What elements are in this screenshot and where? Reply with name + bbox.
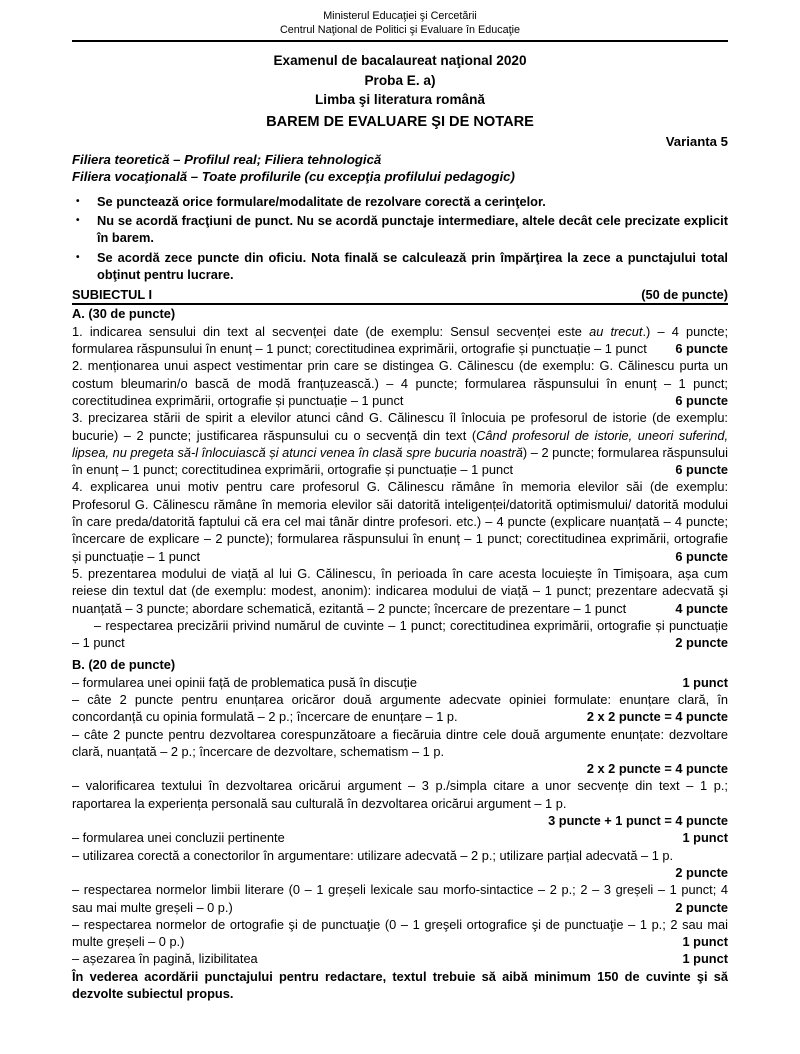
rubric-item (72, 726, 728, 761)
score-value: 4 puncte (675, 600, 728, 616)
barem-title: BAREM DE EVALUARE ŞI DE NOTARE (266, 113, 534, 130)
filiera-line-1: Filiera teoretică – Profilul real; Filiera tehnologică (72, 151, 382, 167)
score-value: 2 x 2 puncte = 4 puncte (586, 709, 728, 725)
subject1-heading (72, 286, 728, 305)
rubric-item-text: – așezarea în pagină, lizibilitatea (72, 951, 258, 967)
rule-item-1 (72, 193, 728, 210)
score-value: 1 punct (682, 830, 728, 846)
variant-label: Varianta 5 (665, 133, 728, 149)
rubric-item-text: – formularea unei concluzii pertinente (72, 830, 285, 846)
filiera-block (72, 151, 728, 186)
rubric-item (72, 916, 728, 951)
score-value-line: 3 puncte + 1 punct = 4 puncte (548, 813, 728, 829)
rubric-item (72, 409, 728, 478)
title-block (72, 51, 728, 133)
rubric-item-text: 3. precizarea stării de spirit a elevilor atunci când G. Călinescu îl înlocuia pe profesorul de istorie (de exemplu: bucurie) – 2 puncte; justificarea răspunsului cu o secvență din text ( (72, 410, 728, 443)
rubric-item (72, 950, 728, 967)
section-title: A. (30 de puncte) (72, 306, 176, 322)
bullet-icon: • (76, 251, 80, 263)
score-value: 6 puncte (675, 462, 728, 478)
rubric-item-text: – respectarea normelor limbii literare (0 – 1 greșeli lexicale sau morfo-sintactice – 2 p.; 2 – 3 greșeli – 1 punct; 4 sau mai multe greșeli – 0 p.) (72, 882, 728, 915)
subject1-points: (50 de puncte) (641, 287, 728, 303)
ministry-line2: Centrul Naţional de Politici şi Evaluare în Educaţie (279, 23, 521, 36)
rubric-item-text: 4. explicarea unui motiv pentru care profesorul G. Călinescu rămâne în memoria elevilor săi (de exemplu: Profesorul G. Călinescu rămâne în memoria elevilor săi datorită inteligenței/datorită optimismului/ datorită modului în care preda/datorită faptului că era cel mai tânăr dintre profesori. etc.) – 4 puncte (explicare nuanțată – 4 puncte; încercare de explicare – 2 puncte); formularea răspunsului în enunț – 1 punct; corectitudinea exprimării, ortografie și punctuație – 1 punct (72, 479, 728, 564)
rubric-item-text: – respectarea normelor de ortografie şi de punctuaţie (0 – 1 greşeli ortografice şi de punctuaţie – 1 p.; 2 sau mai multe greșeli – 0 p.) (72, 916, 728, 950)
rubric-item (72, 691, 728, 726)
rubric-item (72, 323, 728, 358)
score-value: 2 puncte (675, 899, 728, 915)
rubric-item-text: – valorificarea textului în dezvoltarea oricărui argument – 3 p./simpla citare a unor secvențe din text – 1 p.; raportarea la experiența personală sau culturală în dezvoltarea oricărui argument – 1 p. (72, 778, 728, 811)
rubric-item-text: .) – 4 puncte; formularea răspunsului în enunț – 1 punct; corectitudinea exprimării, ortografie și punctuație – 1 punct (72, 323, 728, 357)
score-value: 6 puncte (675, 341, 728, 357)
rubric-item (72, 357, 728, 409)
rubric-item-text: 2. menționarea unui aspect vestimentar prin care se distingea G. Călinescu (de exemplu: G. Călinescu purta un costum bleumarin/o bască de modă franțuzească.) – 4 puncte; formularea răspunsului în enunț – 1 punct; corectitudinea exprimării, ortografie și punctuație – 1 punct (72, 358, 728, 408)
section-title: B. (20 de puncte) (72, 657, 176, 673)
header-divider (72, 40, 728, 42)
rubric-item-text: – utilizarea corectă a conectorilor în argumentare: utilizare adecvată – 2 p.; utilizare parțial adecvată – 1 p. (72, 847, 674, 863)
rubric-item-example-text: Când profesorul de istorie, uneori suferind, lipsea, nu pregeta să-l înlocuiască și atunci venea în clasă spre bucuria noastră (72, 427, 728, 460)
rubric-item-text: ) – 2 puncte; formularea răspunsului în enunț – 1 punct; corectitudinea exprimării, ortografie și punctuație – 1 punct (72, 444, 728, 478)
rubric-item-text: – câte 2 puncte pentru enunțarea oricăror două argumente adecvate opiniei formulate: enunțare clară, în concordanță cu opinia formulată – 2 p.; încercare de enunțare – 1 p. (72, 692, 728, 725)
subject-title: Limba şi literatura română (315, 92, 485, 107)
rubric-sections (72, 305, 728, 967)
rubric-item (72, 478, 728, 564)
score-value: 1 punct (682, 951, 728, 967)
bullet-icon: • (76, 214, 80, 226)
rule-text-1: Se punctează orice formulare/modalitate de rezolvare corectă a cerinţelor. (97, 193, 546, 209)
general-rules (72, 193, 728, 283)
bullet-icon: • (76, 195, 80, 207)
filiera-line-2: Filiera vocaţională – Toate profilurile (cu excepţia profilului pedagogic) (72, 169, 515, 185)
ministry-header (72, 10, 728, 37)
score-value: 2 puncte (675, 864, 728, 880)
exam-title: Examenul de bacalaureat naţional 2020 (273, 53, 527, 68)
score-value: 1 punct (682, 934, 728, 950)
rubric-item-text: 5. prezentarea modului de viață al lui G. Călinescu, în perioada în care acesta locuiește în Timișoara, așa cum reiese din textul dat (de exemplu: modest, anonim): indicarea modului de viață – 1 punct; prezentare adecvată şi nuanțată – 3 puncte; abordare schematică, ezitantă – 2 puncte; încercare de prezentare – 1 punct (72, 565, 728, 616)
rubric-item (72, 881, 728, 916)
rubric-item-text: – respectarea precizării privind numărul de cuvinte – 1 punct; corectitudinea exprimării, ortografie și punctuație – 1 punct (72, 617, 728, 651)
ministry-line1: Ministerul Educaţiei şi Cercetării (323, 10, 477, 22)
rubric-item-example-text: au trecut (589, 323, 643, 339)
rubric-item-text: – formularea unei opinii față de problematica pusă în discuție (72, 674, 418, 690)
rule-item-3 (72, 249, 728, 284)
redaction-note: În vederea acordării punctajului pentru redactare, textul trebuie să aibă minimum 150 de cuvinte şi să dezvolte subiectul propus. (72, 968, 728, 1002)
score-value-line: 2 x 2 puncte = 4 puncte (586, 761, 728, 777)
rule-text-3: Se acordă zece puncte din oficiu. Nota finală se calculează prin împărţirea la zece a punctajului total obţinut pentru lucrare. (97, 249, 728, 282)
rubric-item (72, 777, 728, 812)
proba-title: Proba E. a) (364, 72, 436, 88)
rubric-item (72, 674, 728, 691)
rubric-item (72, 829, 728, 846)
rubric-item-text: – câte 2 puncte pentru dezvoltarea corespunzătoare a fiecăruia dintre cele două argumente enunțate: dezvoltare clară, nuanțată – 2 p.; încercare de dezvoltare, schematism – 1 p. (72, 726, 728, 759)
rule-text-2: Nu se acordă fracţiuni de punct. Nu se acordă punctaje intermediare, altele decât cele precizate explicit în barem. (97, 212, 728, 246)
rubric-item (72, 617, 728, 652)
rule-item-2 (72, 212, 728, 247)
rubric-item-text: 1. indicarea sensului din text al secvenței date (de exemplu: Sensul secvenței este (72, 323, 590, 339)
rubric-item (72, 847, 728, 882)
score-value: 2 puncte (675, 635, 728, 651)
score-value: 6 puncte (675, 392, 728, 408)
subject1-label: SUBIECTUL I (72, 287, 153, 303)
score-value: 6 puncte (675, 548, 728, 564)
score-value: 1 punct (682, 674, 728, 690)
rubric-item (72, 565, 728, 617)
